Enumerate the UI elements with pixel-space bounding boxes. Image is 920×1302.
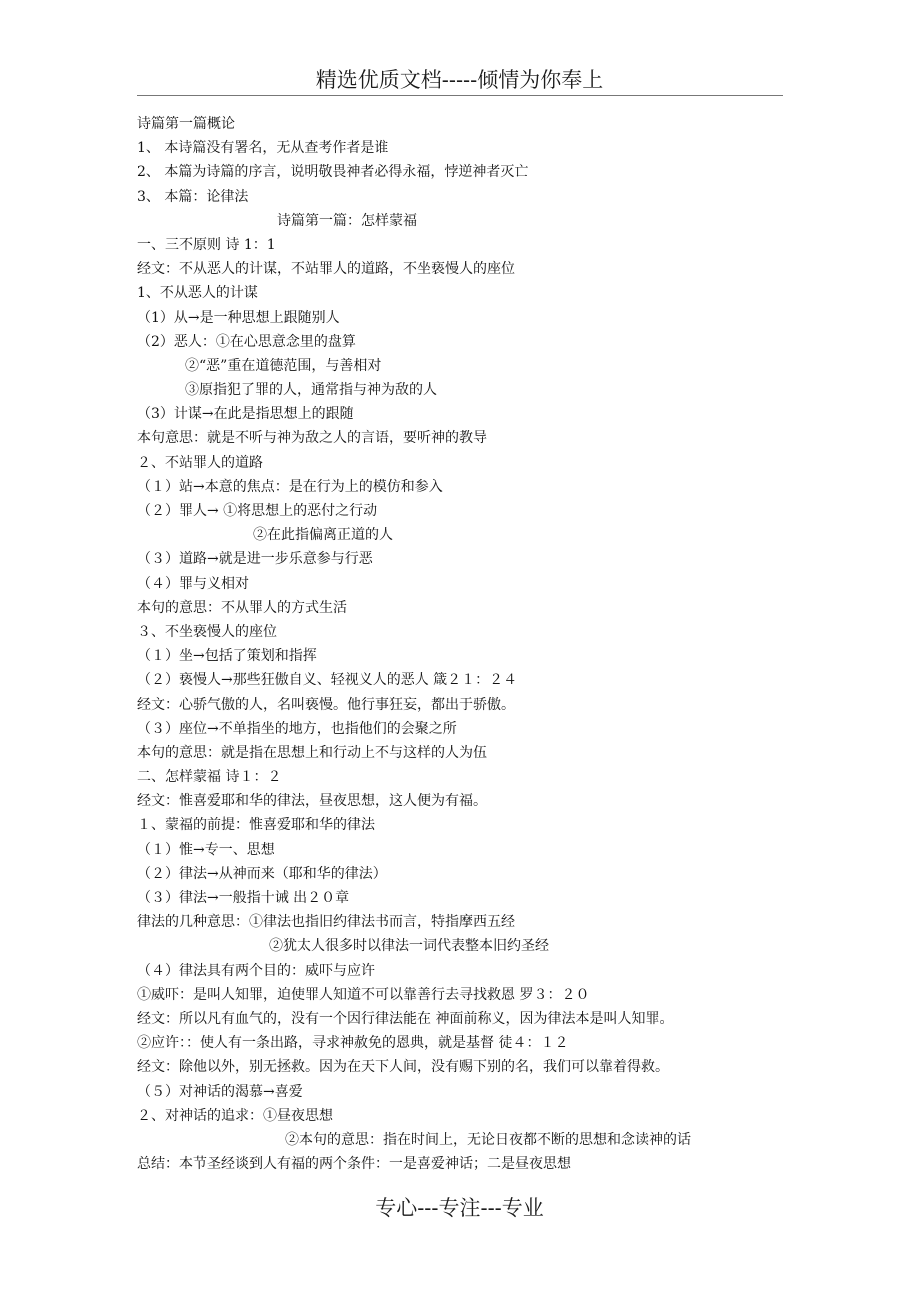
text-line: 经文：除他以外，别无拯救。因为在天下人间，没有赐下别的名，我们可以靠着得救。 [137,1059,669,1076]
intro-item-3: 3、 本篇：论律法 [137,188,249,205]
text-line: 一、三不原则 诗 1：1 [137,236,276,253]
intro-item-2: 2、 本篇为诗篇的序言，说明敬畏神者必得永福，悖逆神者灭亡 [137,164,529,181]
text-line: ②犹太人很多时以律法一词代表整本旧约圣经 [269,938,549,955]
page-footer: 专心---专注---专业 [375,1196,544,1220]
text-line: ２、对神话的追求：①昼夜思想 [137,1107,333,1124]
text-line: ①威吓：是叫人知罪，迫使罪人知道不可以靠善行去寻找救恩 罗３：２０ [137,986,590,1003]
text-line: ２、不站罪人的道路 [137,454,263,471]
text-line: （３）道路→就是进一步乐意参与行恶 [137,551,373,568]
text-line: （3）计谋→在此是指思想上的跟随 [137,406,354,423]
page-header: 精选优质文档-----倾情为你奉上 [315,68,604,92]
document-body [137,112,782,1176]
text-line: ③原指犯了罪的人，通常指与神为敌的人 [185,382,437,399]
text-line: （１）坐→包括了策划和指挥 [137,648,317,665]
intro-item-1: 1、 本诗篇没有署名，无从查考作者是谁 [137,140,389,157]
text-line: （１）惟→专一、思想 [137,841,275,858]
text-line: ②“恶”重在道德范围，与善相对 [185,357,382,374]
text-line: （１）站→本意的焦点：是在行为上的模仿和参入 [137,478,443,495]
text-line: （４）律法具有两个目的：威吓与应许 [137,962,375,979]
text-line: 1、不从恶人的计谋 [137,285,258,302]
text-line: １、蒙福的前提：惟喜爱耶和华的律法 [137,817,375,834]
text-line: 经文：所以凡有血气的，没有一个因行律法能在 神面前称义，因为律法本是叫人知罪。 [137,1010,674,1027]
text-line: 律法的几种意思：①律法也指旧约律法书而言，特指摩西五经 [137,914,515,931]
text-line: 经文：心骄气傲的人，名叫亵慢。他行事狂妄，都出于骄傲。 [137,696,515,713]
text-line: 本句的意思：不从罪人的方式生活 [137,599,347,616]
text-line: ３、不坐亵慢人的座位 [137,623,277,640]
text-line: （２）罪人→ ①将思想上的恶付之行动 [137,503,378,519]
text-line: （３）座位→不单指坐的地方，也指他们的会聚之所 [137,720,457,737]
text-line: （５）对神话的渴慕→喜爱 [137,1083,303,1100]
text-line: （２）亵慢人→那些狂傲自义、轻视义人的恶人 箴２１：２４ [137,672,518,689]
text-line: （３）律法→一般指十诫 出２０章 [137,890,350,906]
text-line: 经文：不从恶人的计谋，不站罪人的道路，不坐亵慢人的座位 [137,261,515,278]
text-line: ②在此指偏离正道的人 [253,527,393,544]
text-line: ②应许：：使人有一条出路，寻求神赦免的恩典，就是基督 徒４：１２ [137,1035,569,1052]
text-line: 二、怎样蒙福 诗１：２ [137,769,282,786]
text-line: 本句意思：就是不听与神为敌之人的言语，要听神的教导 [137,430,487,447]
text-line: ②本句的意思：指在时间上，无论日夜都不断的思想和念读神的话 [285,1131,691,1148]
text-line: （1）从→是一种思想上跟随别人 [137,309,340,326]
section-title: 诗篇第一篇：怎样蒙福 [277,212,417,229]
text-line: （４）罪与义相对 [137,575,249,592]
text-line: 经文：惟喜爱耶和华的律法，昼夜思想，这人便为有福。 [137,793,487,810]
doc-title: 诗篇第一篇概论 [137,116,235,132]
summary-line: 总结：本节圣经谈到人有福的两个条件：一是喜爱神话；二是昼夜思想 [137,1156,571,1173]
text-line: （2）恶人：①在心思意念里的盘算 [137,333,356,350]
text-line: 本句的意思：就是指在思想上和行动上不与这样的人为伍 [137,744,487,761]
text-line: （２）律法→从神而来（耶和华的律法） [137,865,387,882]
header-divider [137,95,783,96]
